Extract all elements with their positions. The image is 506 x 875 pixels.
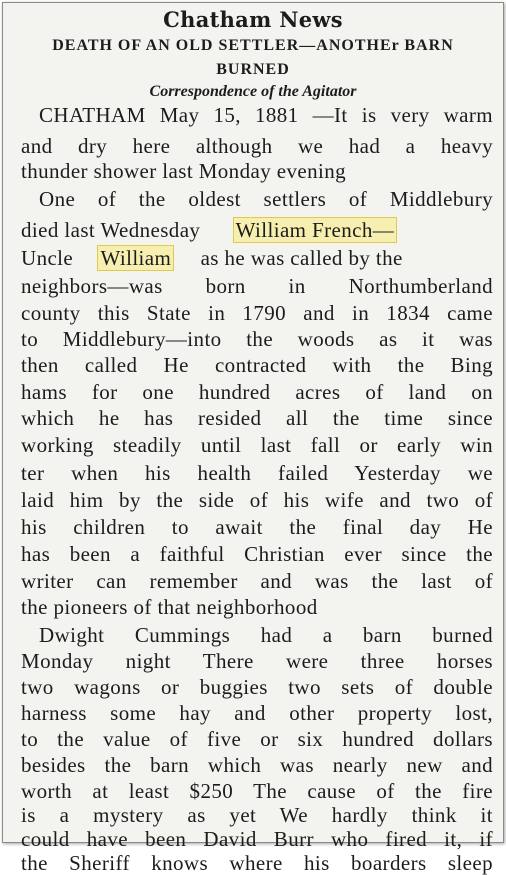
text-line: Dwight Cummings had a barn burned [39, 623, 493, 647]
text-line: and dry here although we had a heavy [21, 134, 493, 158]
correspondence-line: Correspondence of the Agitator [149, 83, 357, 100]
text-fragment: Uncle [21, 246, 74, 270]
text-line: the pioneers of that neighborhood [21, 595, 318, 619]
newspaper-clipping [2, 2, 504, 875]
text-line: the Sheriff knows where his boarders sleep [21, 851, 493, 875]
text-line-with-highlight [21, 246, 493, 270]
text-line: besides the barn which was nearly new and [21, 753, 493, 777]
text-line: then called He contracted with the Bing [21, 353, 493, 377]
text-line: to the value of five or six hundred dollars [21, 727, 493, 751]
text-line: two wagons or buggies two sets of double [21, 675, 493, 699]
highlighted-name[interactable]: William [100, 246, 172, 270]
headline-line-1: DEATH OF AN OLD SETTLER—ANOTHEr BARN [52, 37, 454, 54]
text-line: to Middlebury—into the woods as it was [21, 327, 493, 351]
text-line: harness some hay and other property lost, [21, 701, 493, 725]
text-line: One of the oldest settlers of Middlebury [39, 187, 493, 211]
text-line: Monday night There were three horses [21, 649, 493, 673]
text-line: ter when his health failed Yesterday we [21, 461, 493, 485]
text-line: which he has resided all the time since [21, 406, 493, 430]
highlighted-name[interactable]: William French— [235, 218, 395, 242]
article-title: Chatham News [163, 7, 343, 32]
text-line: writer can remember and was the last of [21, 569, 493, 593]
text-line: has been a faithful Christian ever since the [21, 542, 493, 566]
text-line: could have been David Burr who fired it, if [21, 827, 493, 851]
text-fragment: as he was called by the [200, 246, 403, 270]
text-line: is a mystery as yet We hardly think it [21, 803, 493, 827]
text-line: working steadily until last fall or early win [21, 433, 493, 457]
text-line: hams for one hundred acres of land on [21, 380, 493, 404]
text-line: worth at least $250 The cause of the fire [21, 779, 493, 803]
text-line: CHATHAM May 15, 1881 —It is very warm [39, 103, 493, 127]
text-line: neighbors—was born in Northumberland [21, 274, 493, 298]
headline-line-2: BURNED [216, 61, 290, 78]
text-line: thunder shower last Monday evening [21, 159, 347, 183]
text-fragment: died last Wednesday [21, 218, 201, 242]
text-line: his children to await the final day He [21, 515, 493, 539]
text-line: laid him by the side of his wife and two of [21, 488, 493, 512]
text-line: county this State in 1790 and in 1834 came [21, 301, 493, 325]
text-line-with-highlight [21, 218, 493, 242]
